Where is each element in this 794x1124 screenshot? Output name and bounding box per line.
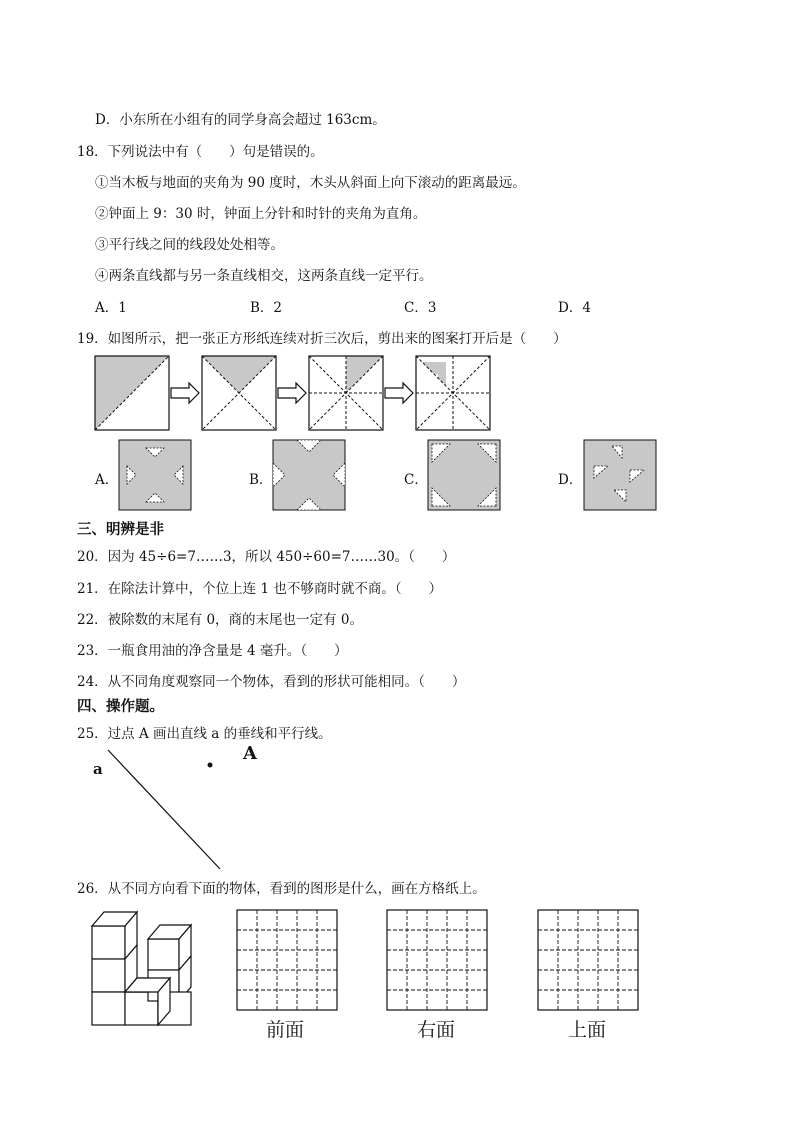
q18-statement-2: ②钟面上 9：30 时，钟面上分针和时针的夹角为直角。 — [95, 206, 427, 222]
q19-option-b[interactable]: B． — [249, 472, 273, 488]
folding-sequence-figure — [95, 356, 495, 431]
q19-option-a[interactable]: A． — [95, 472, 119, 488]
line-a — [108, 750, 220, 869]
q25-stem: 25．过点 A 画出直线 a 的垂线和平行线。 — [77, 726, 332, 742]
q22-text: 22．被除数的末尾有 0，商的末尾也一定有 0。 — [77, 612, 363, 628]
q18-statement-4: ④两条直线都与另一条直线相交，这两条直线一定平行。 — [95, 268, 433, 284]
q18-stem: 18．下列说法中有（ ）句是错误的。 — [77, 144, 324, 160]
fold-step-3 — [309, 356, 383, 430]
q18-statement-3: ③平行线之间的线段处处相等。 — [95, 237, 284, 253]
q18-option-d[interactable]: D．4 — [558, 300, 591, 316]
grid-label-right: 右面 — [417, 1019, 456, 1041]
q26-stem: 26．从不同方向看下面的物体，看到的图形是什么，画在方格纸上。 — [77, 881, 486, 897]
fold-step-1 — [95, 356, 169, 430]
q19-option-b-figure[interactable] — [273, 440, 345, 510]
grid-label-top: 上面 — [568, 1019, 607, 1041]
q19-option-d-figure[interactable] — [584, 440, 656, 510]
point-a-label: A — [243, 743, 257, 764]
line-a-label: a — [93, 760, 103, 778]
q23-text: 23．一瓶食用油的净含量是 4 毫升。（ ） — [77, 643, 348, 659]
q20-text: 20．因为 45÷6=7……3，所以 450÷60=7……30。（ ） — [77, 549, 456, 565]
q18-option-c[interactable]: C．3 — [404, 300, 437, 316]
q24-text: 24．从不同角度观察同一个物体，看到的形状可能相同。（ ） — [77, 674, 466, 690]
section-3-title: 三、明辨是非 — [77, 522, 164, 538]
q18-option-b[interactable]: B．2 — [250, 300, 283, 316]
arrow-icon-2 — [278, 383, 306, 403]
grid-label-front: 前面 — [266, 1019, 305, 1041]
arrow-icon-3 — [385, 383, 413, 403]
q25-line-figure[interactable] — [88, 745, 278, 875]
q19-stem: 19．如图所示，把一张正方形纸连续对折三次后，剪出来的图案打开后是（ ） — [77, 331, 567, 347]
q21-text: 21．在除法计算中，个位上连 1 也不够商时就不商。（ ） — [77, 581, 443, 597]
fold-step-4 — [416, 356, 490, 430]
grid-right[interactable] — [387, 910, 487, 1010]
q19-option-d[interactable]: D． — [558, 472, 583, 488]
section-4-title: 四、操作题。 — [77, 699, 164, 715]
fold-step-2 — [202, 356, 276, 430]
q19-option-a-figure[interactable] — [119, 440, 191, 510]
q18-option-a[interactable]: A．1 — [95, 300, 127, 316]
q19-option-c[interactable]: C． — [404, 472, 428, 488]
grid-front[interactable] — [237, 910, 337, 1010]
arrow-icon-1 — [171, 383, 199, 403]
cube-object-figure — [92, 912, 202, 1027]
q19-option-c-figure[interactable] — [428, 440, 500, 510]
q18-statement-1: ①当木板与地面的夹角为 90 度时，木头从斜面上向下滚动的距离最远。 — [95, 175, 526, 191]
grid-top[interactable] — [538, 910, 638, 1010]
q17-option-d: D．小东所在小组有的同学身高会超过 163cm。 — [95, 112, 386, 128]
point-a — [208, 763, 213, 768]
